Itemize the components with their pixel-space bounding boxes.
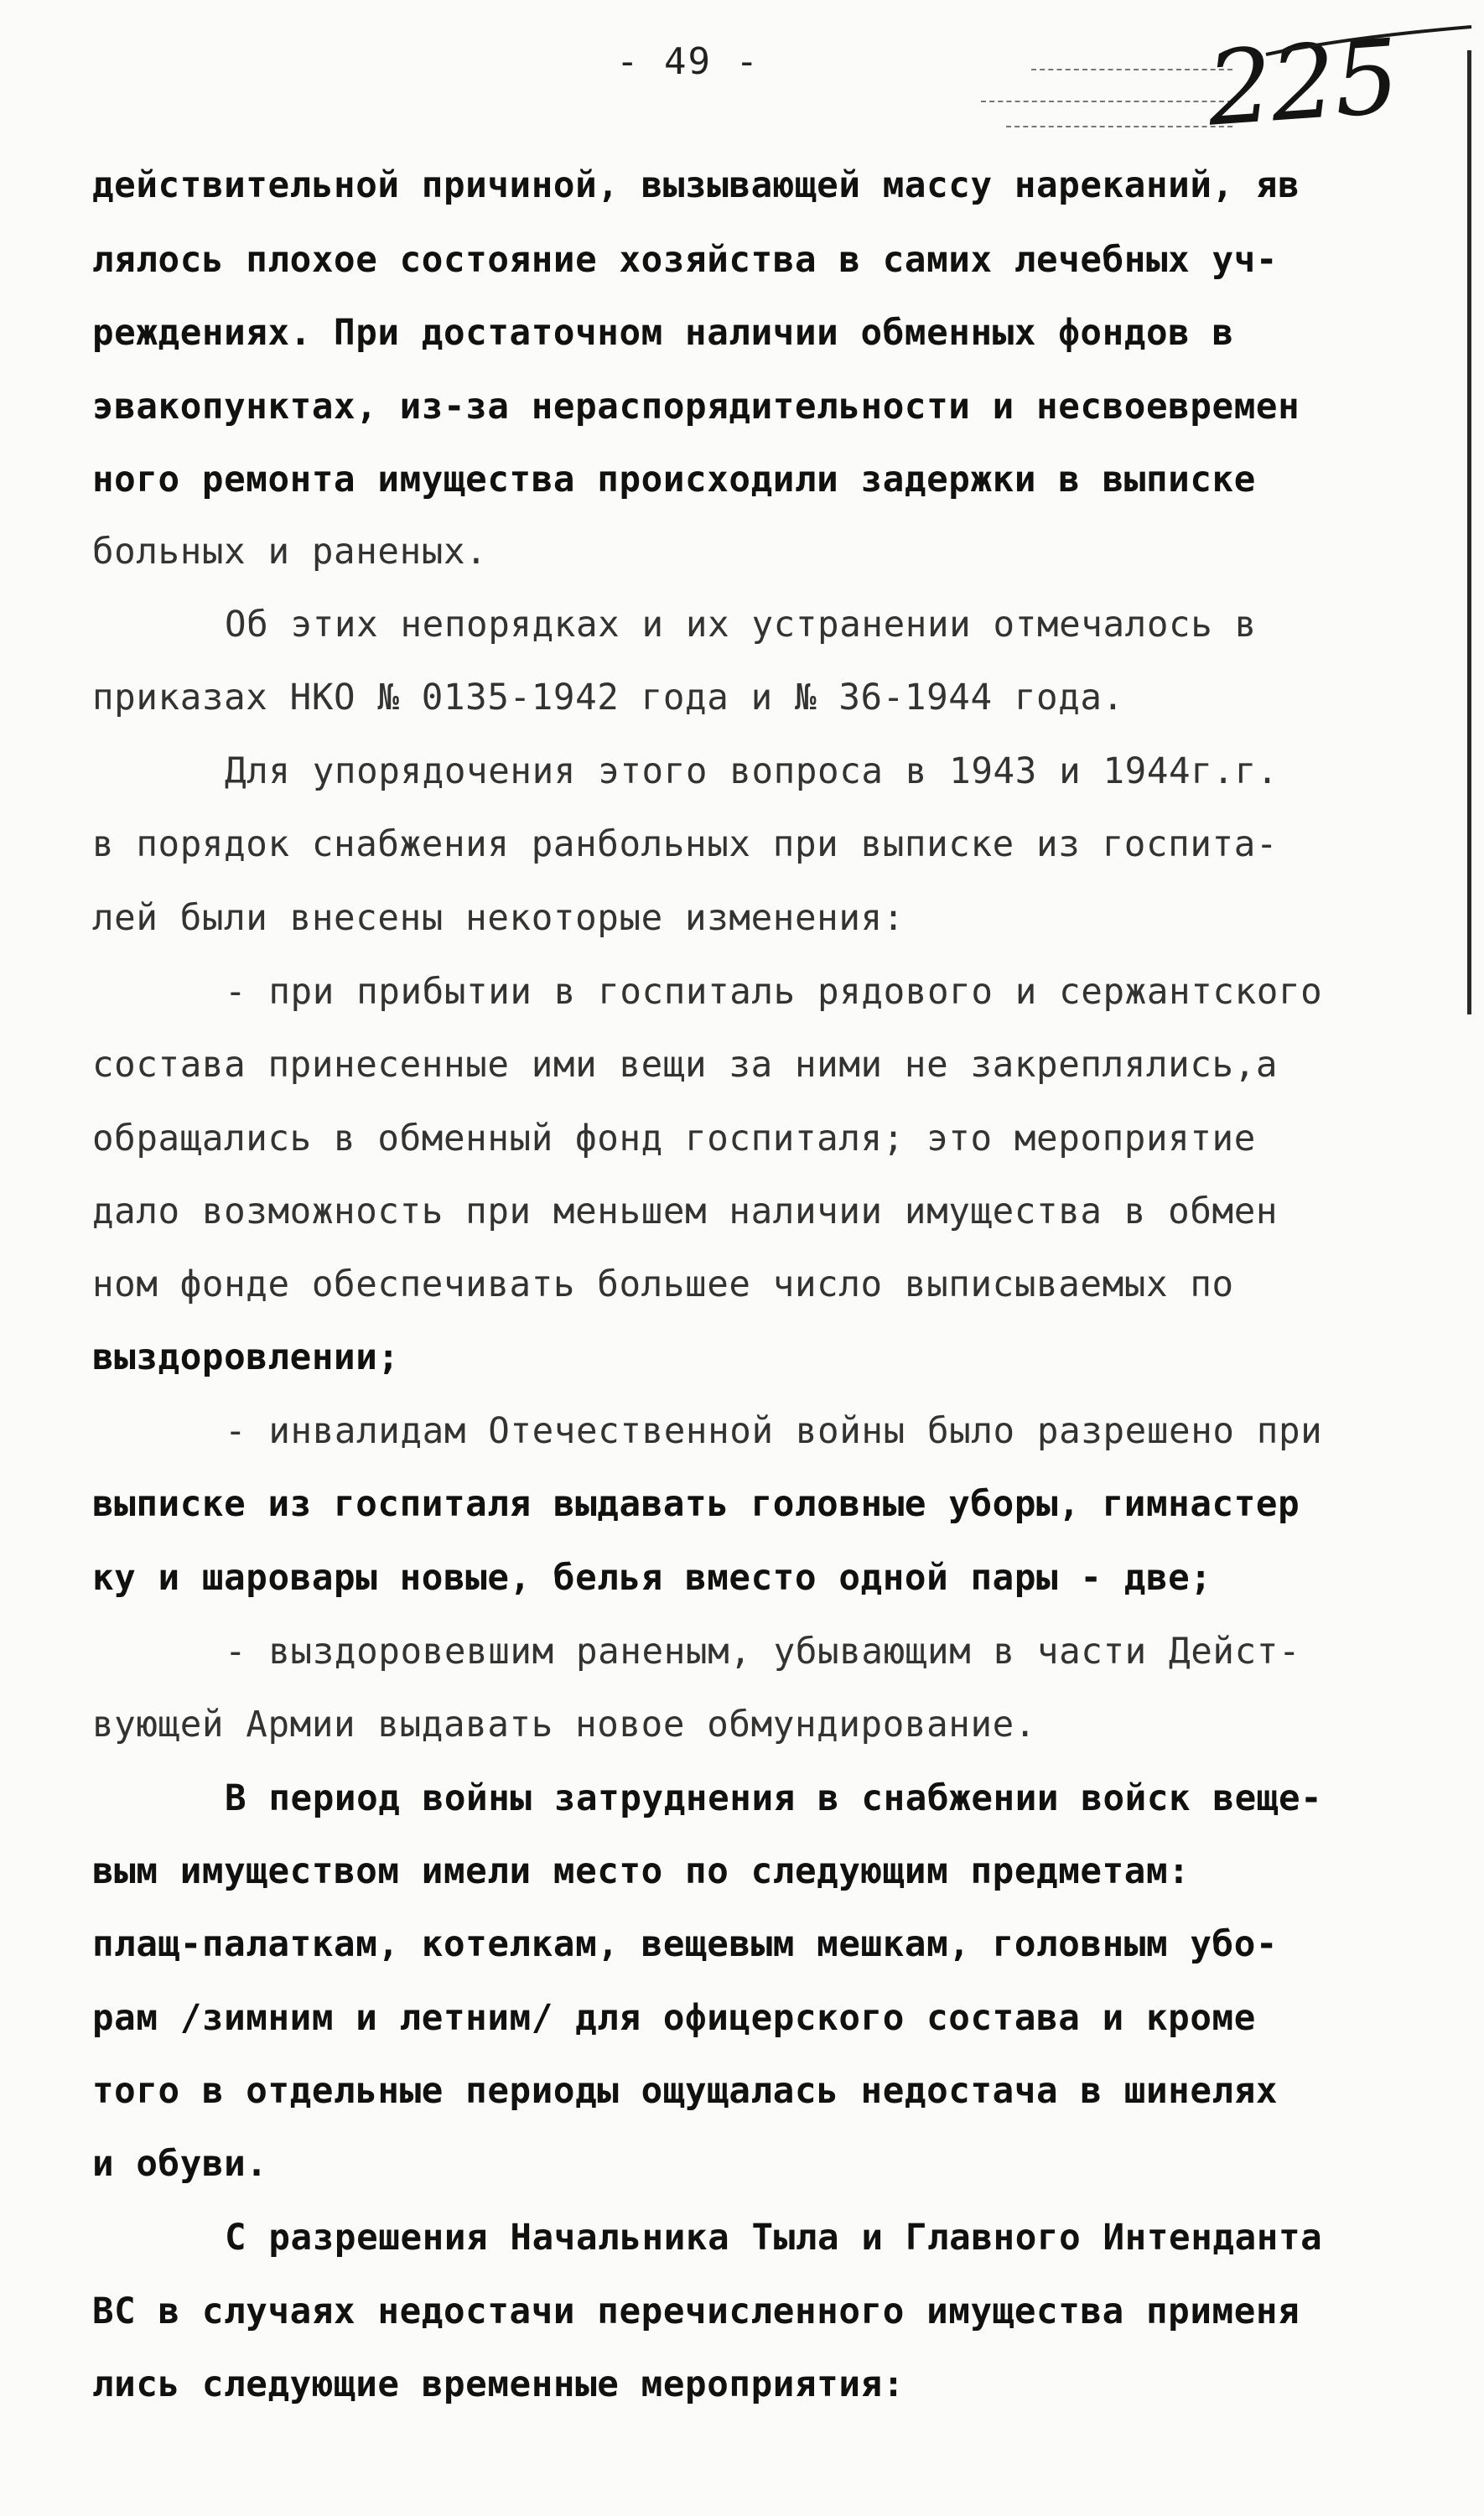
text-line: обращались в обменный фонд госпиталя; это мероприятие [92,1118,1256,1159]
archive-number-underline [1258,17,1476,67]
text-line: дало возможность при меньшем наличии имущества в обмен [92,1191,1279,1232]
text-line: лялось плохое состояние хозяйства в самих лечебных уч- [92,240,1279,281]
text-line: лись следующие временные мероприятия: [92,2364,905,2405]
text-line: - при прибытии в госпиталь рядового и сержантского [225,972,1323,1013]
text-line: - инвалидам Отечественной войны было разрешено при [225,1411,1323,1452]
text-line: состава принесенные ими вещи за ними не закреплялись,а [92,1045,1279,1086]
text-line: лей были внесены некоторые изменения: [92,898,905,939]
text-line: приказах НКО № 0135-1942 года и № 36-1944 года. [92,677,1124,718]
text-line: ного ремонта имущества происходили задержки в выписке [92,459,1256,501]
text-line: Об этих непорядках и их устранении отмечалось в [225,604,1257,646]
archive-dash-line [1031,69,1232,70]
text-line: Для упорядочения этого вопроса в 1943 и 1944г.г. [225,751,1279,792]
text-line: действительной причиной, вызывающей массу нареканий, яв [92,165,1300,206]
text-line: вующей Армии выдавать новое обмундирование. [92,1704,1037,1746]
text-line: плащ-палаткам, котелкам, вещевым мешкам, головным убо- [92,1924,1279,1965]
text-line: рам /зимним и летним/ для офицерского состава и кроме [92,1998,1256,2039]
archive-page-number: 225 [1203,17,1402,149]
archive-dash-line [981,101,1232,102]
text-line: в порядок снабжения ранбольных при выписке из госпита- [92,824,1279,865]
text-line: С разрешения Начальника Тыла и Главного Интенданта [225,2218,1323,2259]
text-line: ном фонде обеспечивать большее число выписываемых по [92,1264,1234,1305]
text-line: ВС в случаях недостачи перечисленного имущества применя [92,2291,1300,2332]
text-line: ку и шаровары новые, белья вместо одной пары - две; [92,1558,1212,1599]
text-line: того в отдельные периоды ощущалась недостача в шинелях [92,2071,1279,2112]
text-line: эвакопунктах, из-за нераспорядительности и несвоевремен [92,386,1300,428]
text-line: выписке из госпиталя выдавать головные уборы, гимнастер [92,1484,1300,1525]
text-line: реждениях. При достаточном наличии обменных фондов в [92,313,1234,354]
text-line: и обуви. [92,2144,268,2185]
text-line: больных и раненых. [92,532,488,573]
text-line: В период войны затруднения в снабжении войск веще- [225,1778,1323,1819]
text-line: выздоровлении; [92,1337,400,1378]
page-edge-bar [1467,50,1471,1014]
text-line: вым имуществом имели место по следующим предметам: [92,1851,1191,1892]
text-line: - выздоровевшим раненым, убывающим в части Дейст- [225,1632,1301,1673]
archive-dash-line [1006,126,1232,127]
page-number: - 49 - [616,40,760,83]
